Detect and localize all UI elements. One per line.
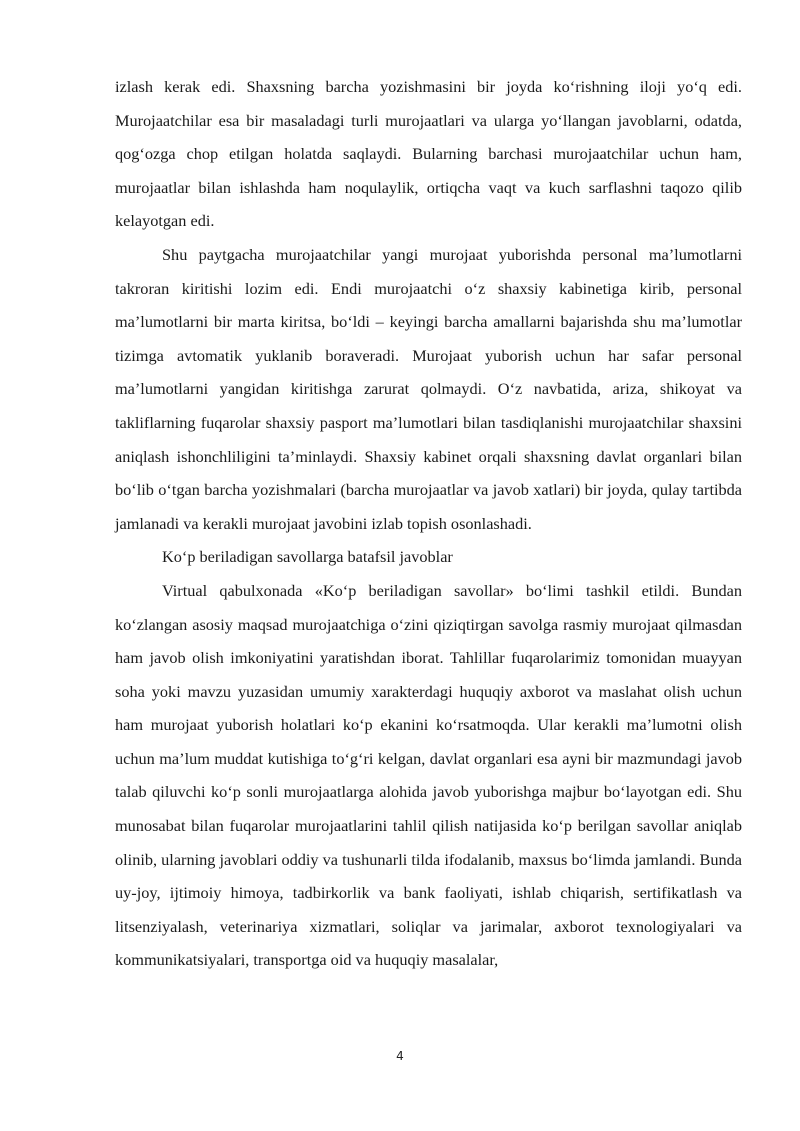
paragraph-faq-section: Virtual qabulxonada «Ko‘p beriladigan savollar» bo‘limi tashkil etildi. Bundan ko‘zlangan asosiy maqsad murojaatchiga o‘zini qiziqtirgan savolga rasmiy murojaat qilmasdan ham javob olish imkoniyatini yaratishdan iborat. Tahlillar fuqarolarimiz tomonidan muayyan soha yoki mavzu yuzasidan umumiy xarakterdagi huquqiy axborot va maslahat olish uchun ham murojaat yuborish holatlari ko‘p ekanini ko‘rsatmoqda. Ular kerakli ma’lumotni olish uchun ma’lum muddat kutishiga to‘g‘ri kelgan, davlat organlari esa ayni bir mazmundagi javob talab qiluvchi ko‘p sonli murojaatlarga alohida javob yuborishga majbur bo‘layotgan edi. Shu munosabat bilan fuqarolar murojaatlarini tahlil qilish natijasida ko‘p berilgan savollar aniqlab olinib, ularning javoblari oddiy va tushunarli tilda ifodalanib, maxsus bo‘limda jamlandi. Bunda uy-joy, ijtimoiy himoya, tadbirkorlik va bank faoliyati, ishlab chiqarish, sertifikatlash va litsenziyalash, veterinariya xizmatlari, soliqlar va jarimalar, axborot texnologiyalari va kommunikatsiyalari, transportga oid va huquqiy masalalar, xyxy=(115,580,742,970)
paragraph-continuation: izlash kerak edi. Shaxsning barcha yozishmasini bir joyda ko‘rishning iloji yo‘q edi. Murojaatchilar esa bir masaladagi turli murojaatlari va ularga yo‘llangan javoblarni, odatda, qog‘ozga chop etilgan holatda saqlaydi. Bularning barchasi murojaatchilar uchun ham, murojaatlar bilan ishlashda ham noqulaylik, ortiqcha vaqt va kuch sarflashni taqozo qilib kelayotgan edi. xyxy=(115,77,742,231)
page-number: 4 xyxy=(396,1049,404,1063)
document-body xyxy=(115,70,742,977)
paragraph-personal-data: Shu paytgacha murojaatchilar yangi murojaat yuborishda personal ma’lumotlarni takroran kiritishi lozim edi. Endi murojaatchi o‘z shaxsiy kabinetiga kirib, personal ma’lumotlarni bir marta kiritsa, bo‘ldi – keyingi barcha amallarni bajarishda shu ma’lumotlar tizimga avtomatik yuklanib boraveradi. Murojaat yuborish uchun har safar personal ma’lumotlarni yangidan kiritishga zarurat qolmaydi. O‘z navbatida, ariza, shikoyat va takliflarning fuqarolar shaxsiy pasport ma’lumotlari bilan tasdiqlanishi murojaatchilar shaxsini aniqlash ishonchliligini ta’minlaydi. Shaxsiy kabinet orqali shaxsning davlat organlari bilan bo‘lib o‘tgan barcha yozishmalari (barcha murojaatlar va javob xatlari) bir joyda, qulay tartibda jamlanadi va kerakli murojaat javobini izlab topish osonlashadi. xyxy=(115,244,742,533)
section-heading-faq: Ko‘p beriladigan savollarga batafsil javoblar xyxy=(162,547,453,567)
